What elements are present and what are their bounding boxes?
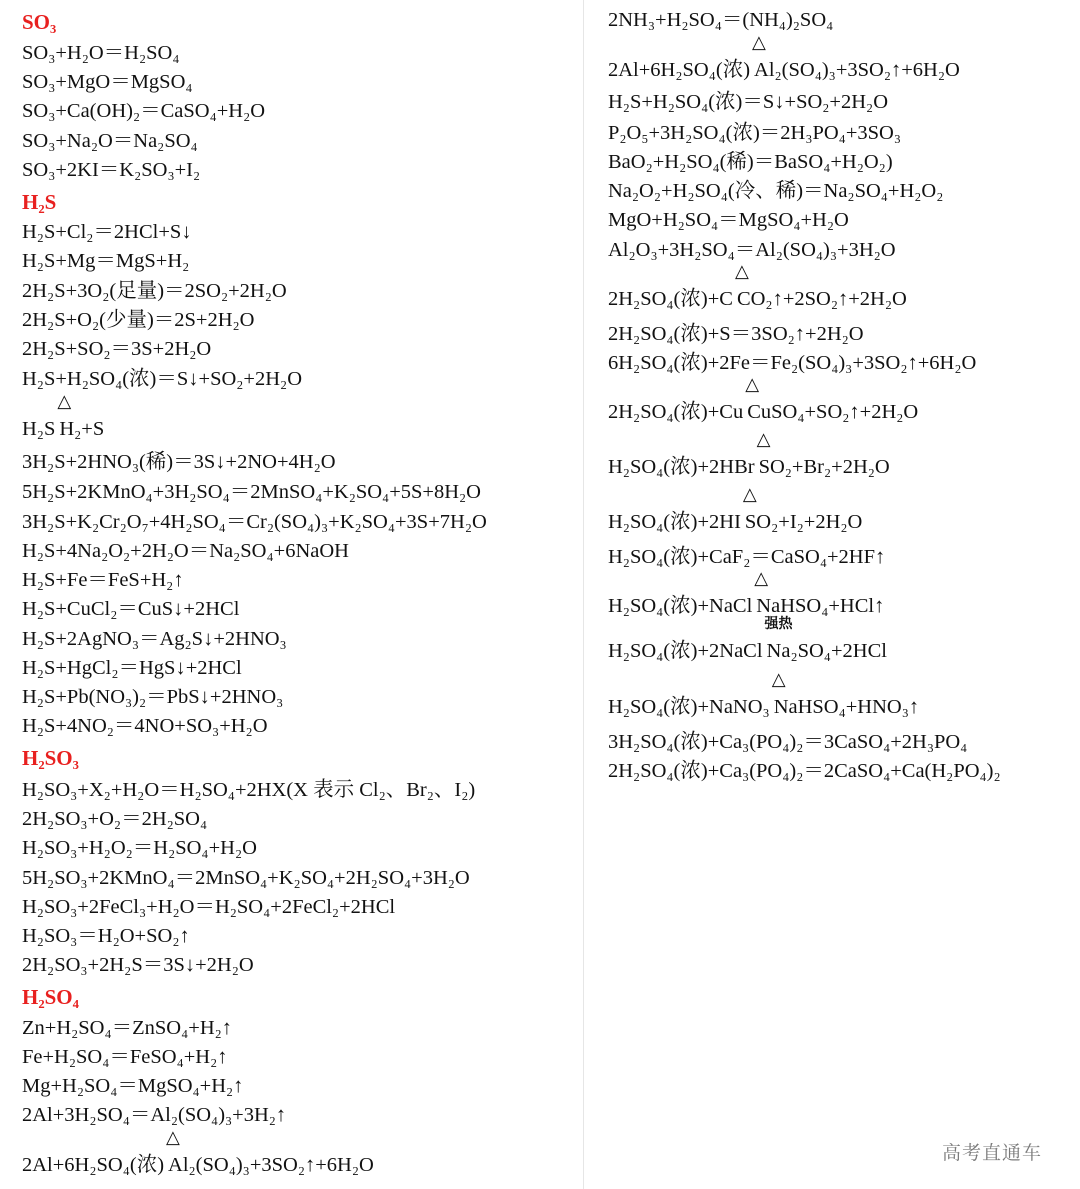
equation	[608, 732, 967, 753]
equation	[608, 240, 896, 261]
equation-text: H₂S+Pb(NO₃)₂＝PbS↓+2HNO₃	[22, 686, 284, 708]
equation-text: SO₃+2KI＝K₂SO₃+I₂	[22, 159, 201, 181]
equation-text: 2H₂SO₃+O₂＝2H₂SO₄	[22, 808, 208, 830]
conditional-equation: 2H₂SO₄(浓)+Cu △ CuSO₄+SO₂↑+2H₂O	[608, 374, 919, 423]
equation	[608, 123, 901, 144]
equation-text: H₂S+Fe＝FeS+H₂↑	[22, 569, 184, 591]
column-divider	[583, 0, 584, 1189]
equation	[22, 222, 192, 243]
section-heading-text: SO₃	[22, 10, 57, 34]
equation-products: Na₂SO₄+2HCl	[766, 640, 887, 662]
equation-text: 6H₂SO₄(浓)+2Fe＝Fe₂(SO₄)₃+3SO₂↑+6H₂O	[608, 352, 977, 374]
equation	[22, 716, 268, 737]
equation-text: 2H₂S+O₂(少量)＝2S+2H₂O	[22, 309, 255, 331]
equation	[22, 1047, 227, 1068]
equation	[22, 897, 395, 918]
equation-products: CO₂↑+2SO₂↑+2H₂O	[736, 288, 907, 310]
equation-products: CuSO₄+SO₂↑+2H₂O	[747, 401, 919, 423]
equation-reactants: 2H₂SO₄(浓)+C	[608, 288, 733, 310]
equation-text: H₂S+CuCl₂＝CuS↓+2HCl	[22, 598, 240, 620]
equation-text: BaO₂+H₂SO₄(稀)＝BaSO₄+H₂O₂)	[608, 151, 893, 173]
conditional-equation: H₂S △ H₂+S	[22, 391, 105, 440]
equation	[608, 324, 864, 345]
equation-reactants: H₂SO₄(浓)+NaCl	[608, 595, 753, 617]
equation-text: 3H₂SO₄(浓)+Ca₃(PO₄)₂＝3CaSO₄+2H₃PO₄	[608, 731, 968, 753]
equation-text: 2H₂S+3O₂(足量)＝2SO₂+2H₂O	[22, 280, 287, 302]
conditional-equation: 2Al+6H₂SO₄(浓) △ Al₂(SO₄)₃+3SO₂↑+6H₂O	[608, 32, 960, 81]
watermark: 高考直通车	[942, 1142, 1043, 1164]
equation-reactants: 2H₂SO₄(浓)+Cu	[608, 401, 744, 423]
equation	[22, 310, 255, 331]
equation-text: SO₃+Na₂O＝Na₂SO₄	[22, 130, 198, 152]
equation-text: 2H₂SO₄(浓)+Ca₃(PO₄)₂＝2CaSO₄+Ca(H₂PO₄)₂	[608, 760, 1001, 782]
equation	[608, 10, 833, 31]
equation	[22, 629, 287, 650]
section-heading-text: H₂SO₄	[22, 985, 79, 1009]
equation-text: 2H₂SO₄(浓)+S＝3SO₂↑+2H₂O	[608, 323, 864, 345]
section-heading	[22, 192, 56, 213]
equation-text: Fe+H₂SO₄＝FeSO₄+H₂↑	[22, 1046, 228, 1068]
equation	[22, 339, 211, 360]
section-heading	[22, 748, 79, 769]
equation	[22, 926, 190, 947]
equation	[22, 868, 470, 889]
equation	[22, 131, 198, 152]
equation-text: H₂SO₃+X₂+H₂O＝H₂SO₄+2HX(X 表示 Cl₂、Br₂、I₂)	[22, 779, 476, 801]
equation	[22, 72, 193, 93]
equation	[608, 152, 893, 173]
equation	[22, 101, 265, 122]
equation-reactants: H₂SO₄(浓)+2HBr	[608, 456, 755, 478]
equation	[608, 210, 849, 231]
equation-text: SO₃+MgO＝MgSO₄	[22, 71, 193, 93]
equation-text: 2H₂SO₃+2H₂S＝3S↓+2H₂O	[22, 954, 254, 976]
section-heading	[22, 12, 56, 33]
equation-text: H₂SO₃+H₂O₂＝H₂SO₄+H₂O	[22, 837, 257, 859]
equation-text: H₂S+Cl₂＝2HCl+S↓	[22, 221, 192, 243]
equation	[22, 452, 336, 473]
equation-reactants: H₂SO₄(浓)+NaNO₃	[608, 696, 770, 718]
equation	[22, 482, 481, 503]
equation	[22, 1018, 232, 1039]
equation-text: H₂S+2AgNO₃＝Ag₂S↓+2HNO₃	[22, 628, 287, 650]
equation	[608, 761, 1001, 782]
equation	[608, 547, 885, 568]
equation-products: NaHSO₄+HCl↑	[756, 595, 885, 617]
equation	[608, 92, 888, 113]
equation	[22, 1076, 243, 1097]
equation	[22, 658, 242, 679]
equation-reactants: H₂SO₄(浓)+2NaCl	[608, 640, 763, 662]
section-heading-text: H₂S	[22, 190, 57, 214]
equation-products: Al₂(SO₄)₃+3SO₂↑+6H₂O	[754, 59, 960, 81]
equation-text: Na₂O₂+H₂SO₄(冷、稀)＝Na₂SO₄+H₂O₂	[608, 180, 944, 202]
equation-text: 2NH₃+H₂SO₄＝(NH₄)₂SO₄	[608, 9, 834, 31]
section-heading-text: H₂SO₃	[22, 746, 79, 770]
equation-text: 2Al+3H₂SO₄＝Al₂(SO₄)₃+3H₂↑	[22, 1104, 287, 1126]
equation-text: 5H₂SO₃+2KMnO₄＝2MnSO₄+K₂SO₄+2H₂SO₄+3H₂O	[22, 867, 470, 889]
equation-text: 5H₂S+2KMnO₄+3H₂SO₄＝2MnSO₄+K₂SO₄+5S+8H₂O	[22, 481, 481, 503]
equation	[22, 541, 349, 562]
equation	[22, 955, 254, 976]
equation-text: P₂O₅+3H₂SO₄(浓)＝2H₃PO₄+3SO₃	[608, 122, 901, 144]
equation	[22, 809, 207, 830]
equation-products: SO₂+I₂+2H₂O	[744, 511, 863, 533]
equation	[22, 369, 302, 390]
equation-reactants: H₂SO₄(浓)+2HI	[608, 511, 741, 533]
conditional-equation: 2H₂SO₄(浓)+C △ CO₂↑+2SO₂↑+2H₂O	[608, 261, 907, 310]
equation	[22, 838, 257, 859]
equation	[22, 43, 179, 64]
equation-text: H₂SO₃＝H₂O+SO₂↑	[22, 925, 190, 947]
equation	[22, 570, 184, 591]
equation-text: 3H₂S+K₂Cr₂O₇+4H₂SO₄＝Cr₂(SO₄)₃+K₂SO₄+3S+7H₂O	[22, 511, 487, 533]
equation-products: Al₂(SO₄)₃+3SO₂↑+6H₂O	[168, 1154, 374, 1176]
equation-text: H₂S+HgCl₂＝HgS↓+2HCl	[22, 657, 242, 679]
equation-text: MgO+H₂SO₄＝MgSO₄+H₂O	[608, 209, 849, 231]
conditional-equation: 2Al+6H₂SO₄(浓) △ Al₂(SO₄)₃+3SO₂↑+6H₂O	[22, 1127, 374, 1176]
equation	[22, 1105, 286, 1126]
equation	[22, 251, 189, 272]
equation	[22, 512, 487, 533]
equation-text: H₂S+4Na₂O₂+2H₂O＝Na₂SO₄+6NaOH	[22, 540, 349, 562]
equation-products: SO₂+Br₂+2H₂O	[758, 456, 890, 478]
equation	[608, 353, 976, 374]
equation-reactants: H₂S	[22, 418, 56, 440]
equation	[22, 281, 287, 302]
equation	[22, 599, 239, 620]
equation-reactants: 2Al+6H₂SO₄(浓)	[22, 1154, 165, 1176]
equation-text: H₂S+H₂SO₄(浓)＝S↓+SO₂+2H₂O	[22, 368, 303, 390]
equation-products: H₂+S	[59, 418, 105, 440]
conditional-equation: H₂SO₄(浓)+2HI △ SO₂+I₂+2H₂O	[608, 484, 863, 533]
conditional-equation: H₂SO₄(浓)+2HBr △ SO₂+Br₂+2H₂O	[608, 429, 890, 478]
equation-text: SO₃+Ca(OH)₂＝CaSO₄+H₂O	[22, 100, 266, 122]
equation-text: H₂S+H₂SO₄(浓)＝S↓+SO₂+2H₂O	[608, 91, 889, 113]
conditional-equation: H₂SO₄(浓)+NaCl △ NaHSO₄+HCl↑	[608, 568, 885, 617]
equation-text: H₂SO₄(浓)+CaF₂＝CaSO₄+2HF↑	[608, 546, 886, 568]
equation-text: Mg+H₂SO₄＝MgSO₄+H₂↑	[22, 1075, 244, 1097]
equation-text: Zn+H₂SO₄＝ZnSO₄+H₂↑	[22, 1017, 233, 1039]
equation-text: Al₂O₃+3H₂SO₄＝Al₂(SO₄)₃+3H₂O	[608, 239, 896, 261]
equation-text: SO₃+H₂O＝H₂SO₄	[22, 42, 180, 64]
section-heading	[22, 987, 79, 1008]
equation-products: NaHSO₄+HNO₃↑	[773, 696, 920, 718]
equation-text: H₂S+4NO₂＝4NO+SO₃+H₂O	[22, 715, 268, 737]
equation-reactants: 2Al+6H₂SO₄(浓)	[608, 59, 751, 81]
conditional-equation: H₂SO₄(浓)+2NaCl 强热 Na₂SO₄+2HCl	[608, 616, 887, 662]
equation	[608, 181, 943, 202]
equation-text: 3H₂S+2HNO₃(稀)＝3S↓+2NO+4H₂O	[22, 451, 336, 473]
equation	[22, 160, 200, 181]
equation	[22, 780, 475, 801]
equation-text: H₂S+Mg＝MgS+H₂	[22, 250, 190, 272]
equation-text: 2H₂S+SO₂＝3S+2H₂O	[22, 338, 212, 360]
equation-text: H₂SO₃+2FeCl₃+H₂O＝H₂SO₄+2FeCl₂+2HCl	[22, 896, 396, 918]
conditional-equation: H₂SO₄(浓)+NaNO₃ △ NaHSO₄+HNO₃↑	[608, 669, 920, 718]
equation	[22, 687, 283, 708]
